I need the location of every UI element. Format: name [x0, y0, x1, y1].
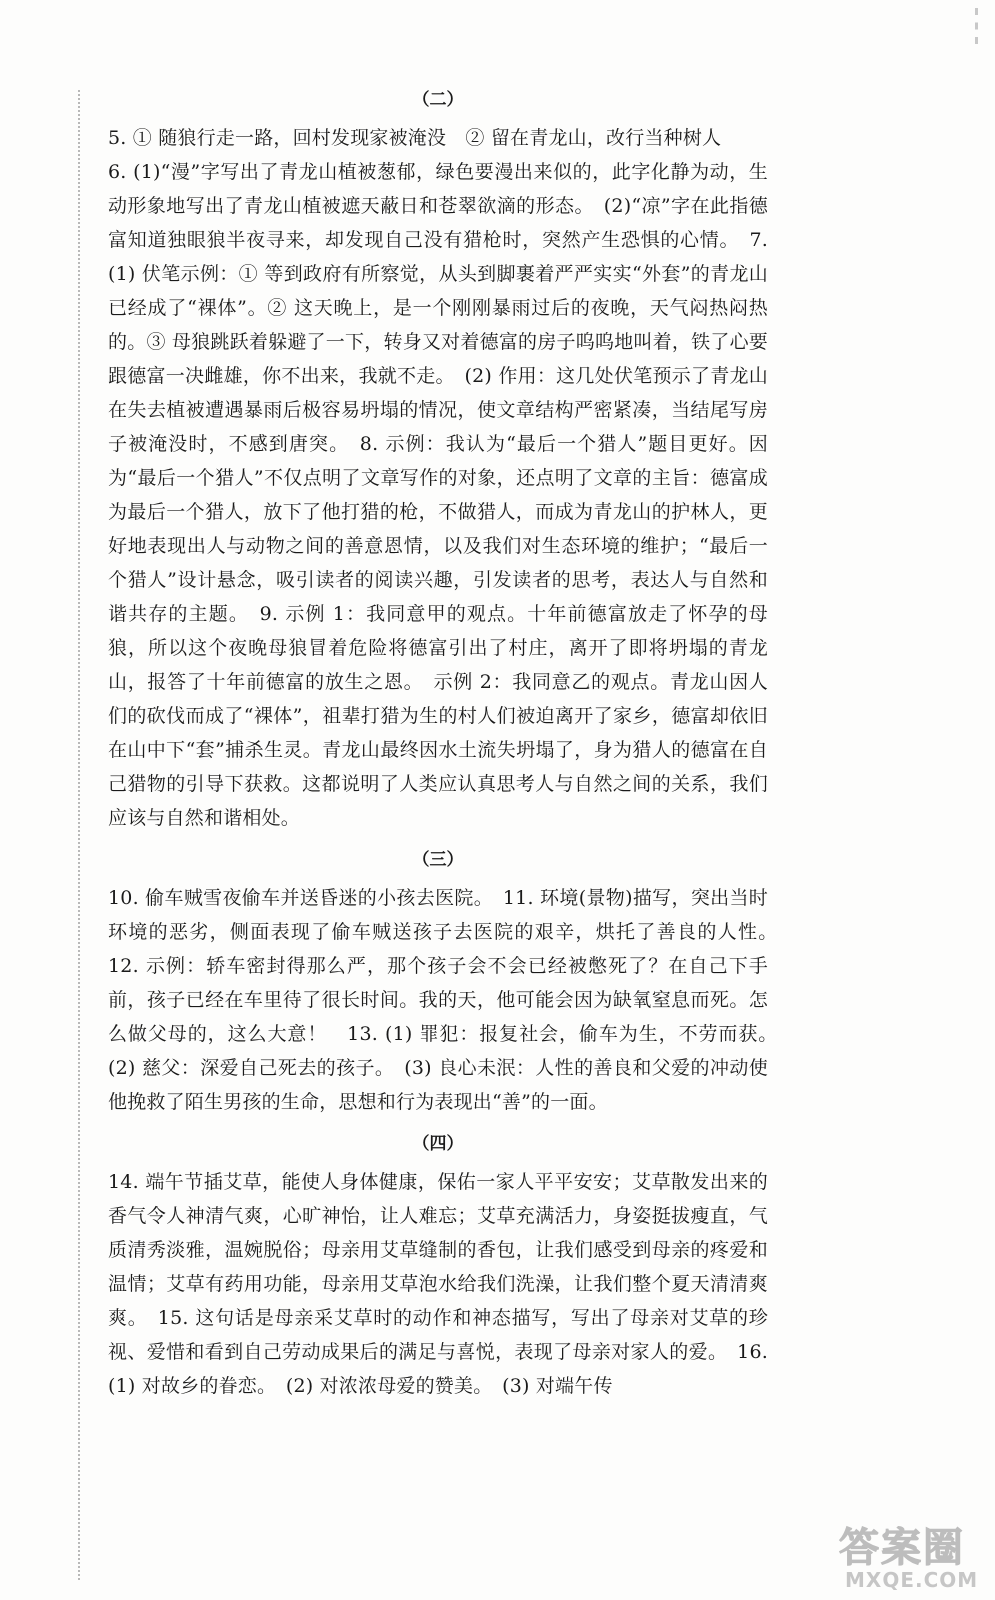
- watermark-cn: 答案圈: [839, 1525, 965, 1571]
- binding-margin-rule: [78, 90, 80, 1580]
- answer-content: [108, 83, 788, 1403]
- section-title-4: （四）: [412, 1134, 464, 1154]
- corner-dashes: [975, 8, 978, 44]
- answer-5: 5. ① 随狼行走一路，回村发现家被淹没 ② 留在青龙山，改行当种树人: [108, 127, 722, 149]
- section-title-2: （二）: [412, 90, 464, 110]
- site-watermark: [833, 1516, 983, 1594]
- answers-6-to-9: 6. (1)“漫”字写出了青龙山植被葱郁，绿色要漫出来似的，此字化静为动，生动形象地写出了青龙山植被遮天蔽日和苍翠欲滴的形态。 (2)“凉”字在此指德富知道独眼狼半夜寻来，却发现自己没有猎枪时，突然产生恐惧的心情。 7. (1) 伏笔示例：① 等到政府有所察觉，从头到脚裹着严严实实“外套”的青龙山已经成了“裸体”。② 这天晚上，是一个刚刚暴雨过后的夜晚，天气闷热闷热的。③ 母狼跳跃着躲避了一下，转身又对着德富的房子呜呜地叫着，铁了心要跟德富一决雌雄，你不出来，我就不走。 (2) 作用：这几处伏笔预示了青龙山在失去植被遭遇暴雨后极容易坍塌的情况，使文章结构严密紧凑，当结尾写房子被淹没时，不感到唐突。 8. 示例：我认为“最后一个猎人”题目更好。因为“最后一个猎人”不仅点明了文章写作的对象，还点明了文章的主旨：德富成为最后一个猎人，放下了他打猎的枪，不做猎人，而成为青龙山的护林人，更好地表现出人与动物之间的善意恩情，以及我们对生态环境的维护；“最后一个猎人”设计悬念，吸引读者的阅读兴趣，引发读者的思考，表达人与自然和谐共存的主题。 9. 示例 1：我同意甲的观点。十年前德富放走了怀孕的母狼，所以这个夜晚母狼冒着危险将德富引出了村庄，离开了即将坍塌的青龙山，报答了十年前德富的放生之恩。 示例 2：我同意乙的观点。青龙山因人们的砍伐而成了“裸体”，祖辈打猎为生的村人们被迫离开了家乡，德富却依旧在山中下“套”捕杀生灵。青龙山最终因水土流失坍塌了，身为猎人的德富在自己猎物的引导下获救。这都说明了人类应认真思考人与自然之间的关系，我们应该与自然和谐相处。: [108, 161, 768, 829]
- answers-10-to-13: 10. 偷车贼雪夜偷车并送昏迷的小孩去医院。 11. 环境(景物)描写，突出当时环境的恶劣，侧面表现了偷车贼送孩子去医院的艰辛，烘托了善良的人性。 12. 示例：轿车密封得那么严，那个孩子会不会已经被憋死了？在自己下手前，孩子已经在车里待了很长时间。我的天，他可能会因为缺氧窒息而死。怎么做父母的，这么大意！ 13. (1) 罪犯：报复社会，偷车为生，不劳而获。 (2) 慈父：深爱自己死去的孩子。 (3) 良心未泯：人性的善良和父爱的冲动使他挽救了陌生男孩的生命，思想和行为表现出“善”的一面。: [108, 887, 788, 1113]
- section-title-3: （三）: [412, 850, 464, 870]
- watermark-en: MXQE.COM: [845, 1568, 979, 1592]
- answers-14-to-16: 14. 端午节插艾草，能使人身体健康，保佑一家人平平安安；艾草散发出来的香气令人神清气爽，心旷神怡，让人难忘；艾草充满活力，身姿挺拔瘦直，气质清秀淡雅，温婉脱俗；母亲用艾草缝制的香包，让我们感受到母亲的疼爱和温情；艾草有药用功能，母亲用艾草泡水给我们洗澡，让我们整个夏天清清爽爽。 15. 这句话是母亲采艾草时的动作和神态描写，写出了母亲对艾草的珍视、爱惜和看到自己劳动成果后的满足与喜悦，表现了母亲对家人的爱。 16. (1) 对故乡的眷恋。 (2) 对浓浓母爱的赞美。 (3) 对端午传: [108, 1171, 768, 1397]
